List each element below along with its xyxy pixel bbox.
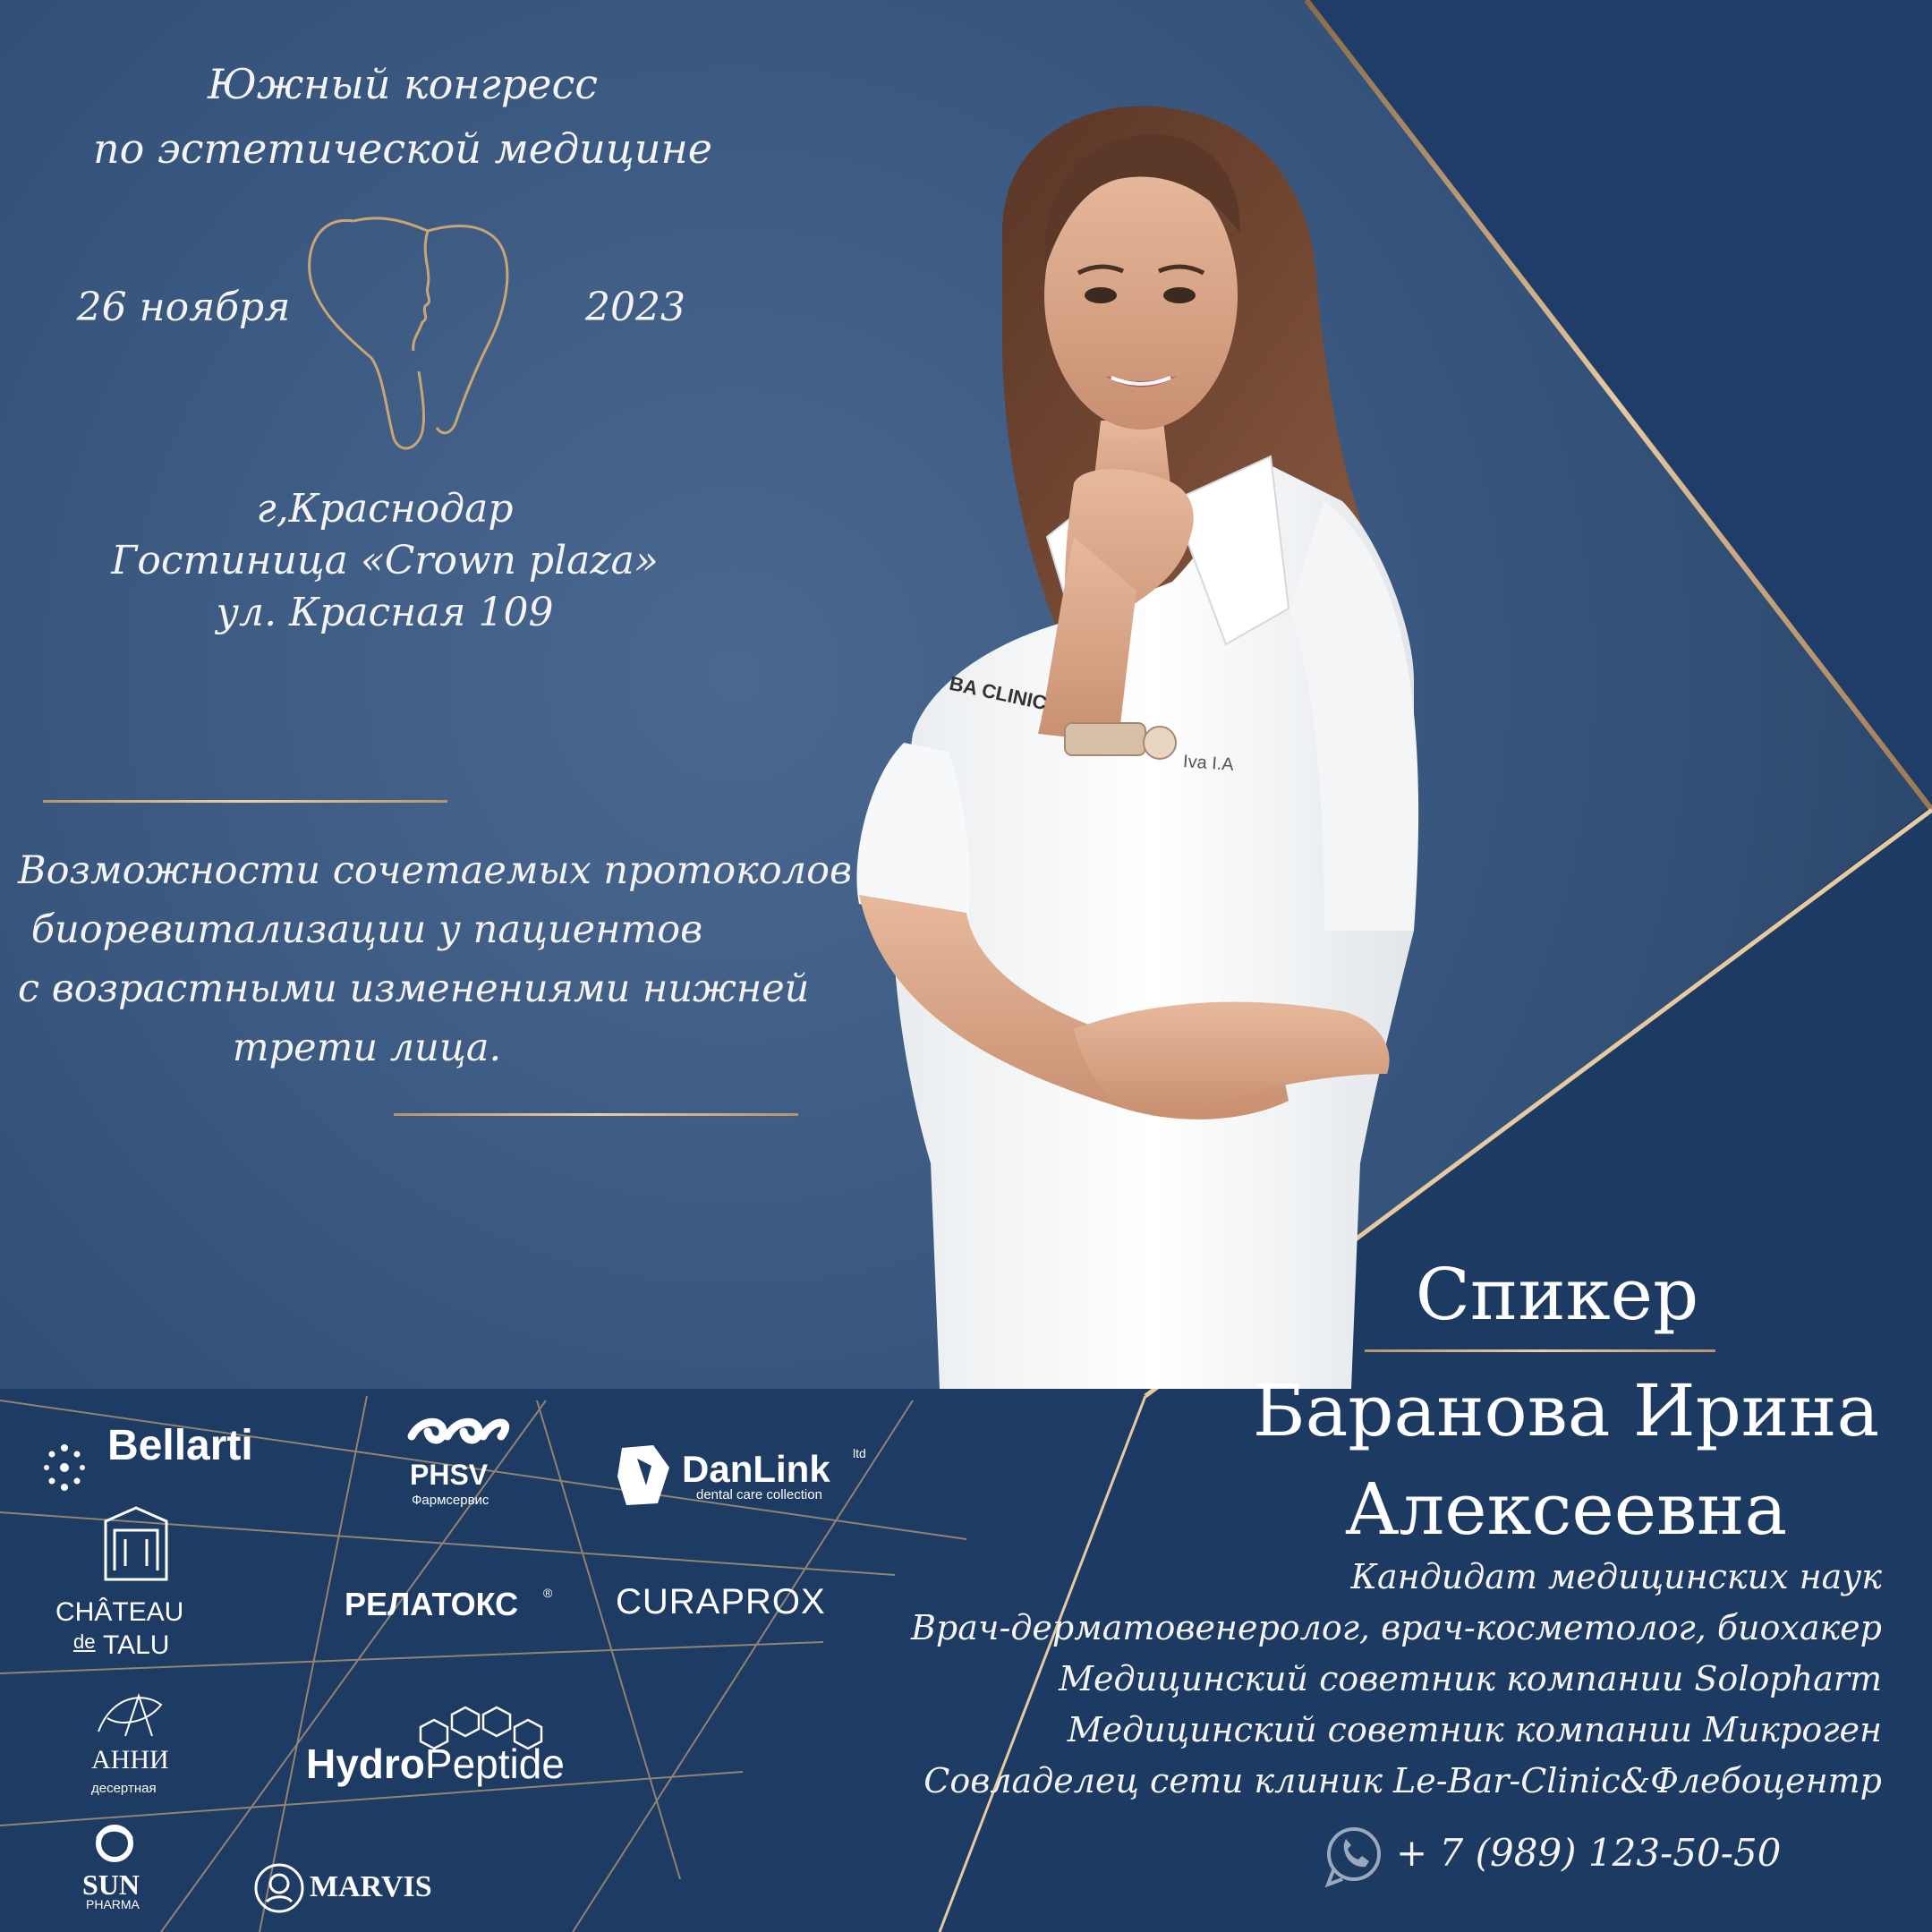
speaker-heading: Спикер	[1415, 1253, 1699, 1336]
coat-badge-clinic: BA CLINIC	[947, 671, 1049, 715]
event-title-line-2: по эстетической медицине	[93, 124, 712, 173]
event-date-year: 2023	[585, 285, 685, 330]
speaker-credential-3: Медицинский советник компании Solopharm	[1059, 1659, 1882, 1698]
speaker-heading-underline	[1365, 1349, 1715, 1352]
sponsor-sun-sub: PHARMA	[86, 1897, 140, 1911]
talk-topic-line-1: Возможности сочетаемых протоколов	[18, 848, 853, 893]
talk-topic-line-3: с возрастными изменениями нижней	[18, 966, 810, 1011]
sponsor-chateau-line-1: CHÂTEAU	[55, 1597, 184, 1627]
sponsor-chateau-de: de	[73, 1630, 96, 1653]
sponsor-relatoks-mark: ®	[543, 1586, 553, 1600]
event-title-line-1: Южный конгресс	[207, 60, 599, 108]
sponsor-chateau-line-2: TALU	[103, 1630, 170, 1660]
speaker-phone[interactable]: + 7 (989) 123-50-50	[1396, 1831, 1782, 1875]
sponsor-sun: SUN	[82, 1868, 140, 1901]
speaker-credential-1: Кандидат медицинских наук	[1350, 1557, 1882, 1596]
sponsor-danlink-sup: ltd	[853, 1446, 866, 1460]
sponsor-curaprox: CURAPROX	[616, 1582, 826, 1621]
speaker-credential-2: Врач-дерматовенеролог, врач-косметолог, биохакер	[910, 1608, 1882, 1647]
talk-topic-line-2: биоревитализации у пациентов	[30, 907, 703, 952]
speaker-credential-4: Медицинский советник компании Микроген	[1067, 1710, 1882, 1749]
event-venue-address: ул. Красная 109	[216, 590, 554, 635]
divider-bottom	[394, 1113, 798, 1116]
speaker-credential-5: Совладелец сети клиник Le-Bar-Clinic&Флебоцентр	[923, 1761, 1882, 1800]
sponsor-danlink-sub: dental care collection	[696, 1487, 822, 1502]
sponsor-phsv: PHSV	[410, 1459, 489, 1491]
coat-badge-name: Iva I.A	[1182, 752, 1235, 775]
sponsor-phsv-sub: Фармсервис	[412, 1493, 489, 1508]
sponsor-dessert-sub: десертная	[91, 1781, 157, 1796]
sponsor-relatoks: РЕЛАТОКС	[345, 1586, 519, 1622]
sponsor-marvis: MARVIS	[310, 1870, 432, 1903]
speaker-name-line-2: Алексеевна	[1344, 1468, 1788, 1551]
event-venue-hotel: Гостиница «Crown plaza»	[111, 538, 659, 583]
sponsor-danlink: DanLink	[682, 1448, 830, 1490]
event-date-day: 26 ноября	[76, 285, 291, 330]
speaker-name-line-1: Баранова Ирина	[1252, 1369, 1880, 1452]
sponsor-hydropeptide-part-b: Peptide	[424, 1741, 565, 1787]
sponsor-bellarti: Bellarti	[107, 1422, 253, 1469]
event-venue-city: г,Краснодар	[256, 486, 514, 532]
sponsor-hydropeptide	[306, 1740, 565, 1788]
sponsor-hydropeptide-part-a: Hydro	[306, 1741, 425, 1787]
talk-topic-line-4: трети лица.	[232, 1026, 502, 1070]
divider-top	[43, 800, 447, 803]
sponsor-dessert: АННИ	[91, 1745, 169, 1775]
